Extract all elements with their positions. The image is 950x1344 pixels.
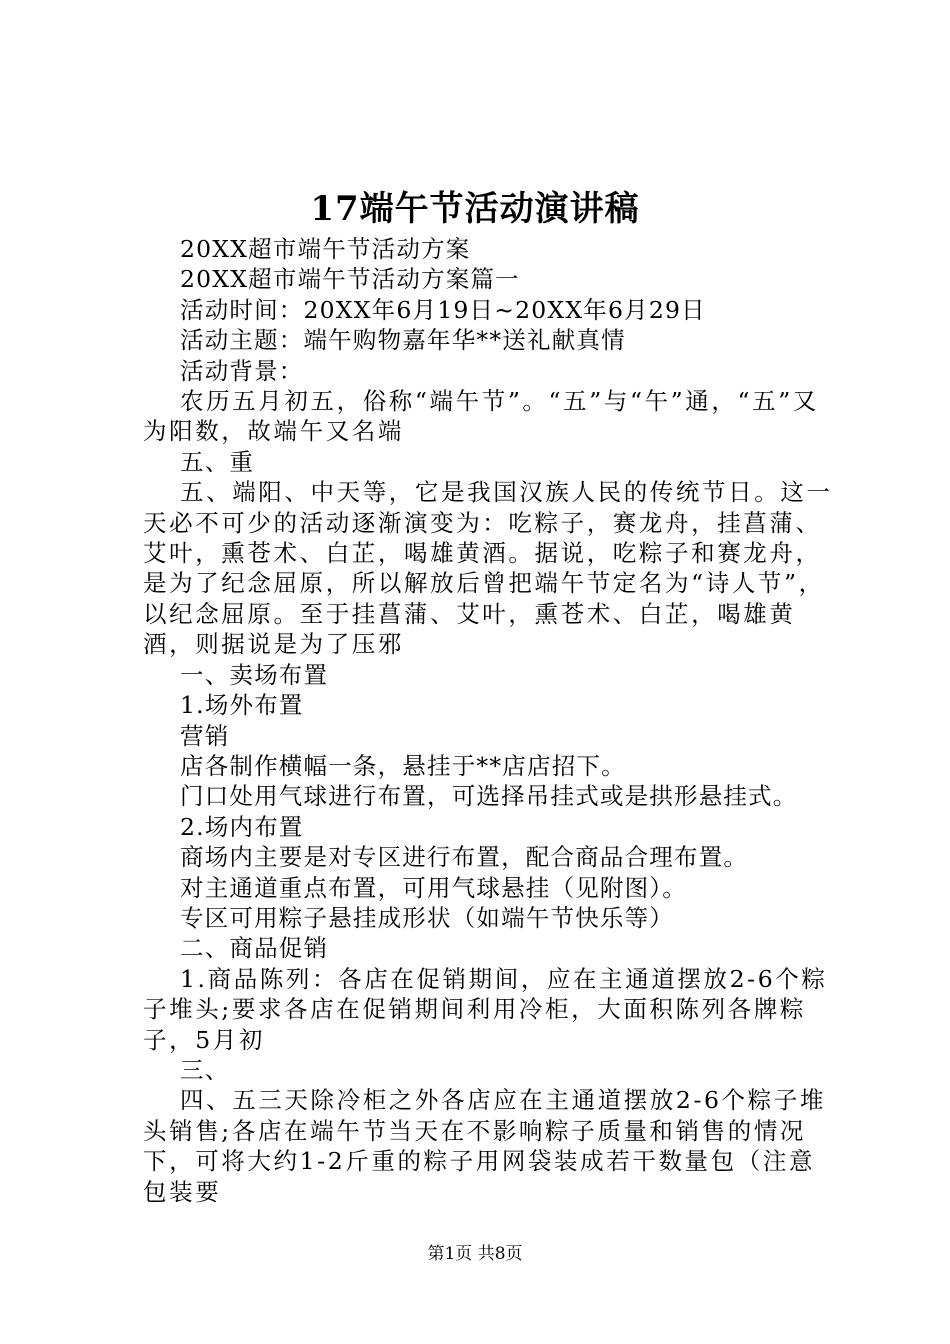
paragraph: 20XX超市端午节活动方案篇一 [180,265,520,294]
paragraph: 三、 [180,1055,230,1084]
paragraph: 对主通道重点布置，可用气球悬挂（见附图）。 [180,873,687,902]
paragraph: 1.场外布置 [180,691,304,720]
paragraph: 2.场内布置 [180,812,304,841]
paragraph: 商场内主要是对专区进行布置，配合商品合理布置。 [180,843,749,872]
paragraph: 营销 [180,721,230,750]
paragraph: 店各制作横幅一条，悬挂于**店店招下。 [180,751,626,780]
paragraph: 活动背景： [180,356,304,385]
paragraph: 五、重 [180,447,255,476]
paragraph: 农历五月初五，俗称“端午节”。“五”与“午”通，“五”又为阳数，故端午又名端 [143,387,819,446]
paragraph: 四、五三天除冷柜之外各店应在主通道摆放2-6个粽子堆头销售;各店在端午节当天在不影响粽子质量和销售的情况下，可将大约1-2斤重的粽子用网袋装成若干数量包（注意包装要 [143,1086,826,1206]
paragraph: 门口处用气球进行布置，可选择吊挂式或是拱形悬挂式。 [180,782,798,811]
document-title: 17端午节活动演讲稿 [310,189,640,229]
paragraph: 一、卖场布置 [180,660,329,689]
paragraph: 活动时间：20XX年6月19日~20XX年6月29日 [180,295,706,324]
paragraph: 专区可用粽子悬挂成形状（如端午节快乐等） [180,903,674,932]
paragraph: 1.商品陈列：各店在促销期间，应在主通道摆放2-6个粽子堆头;要求各店在促销期间利用冷柜，大面积陈列各牌粽子，5月初 [143,964,828,1054]
paragraph: 活动主题：端午购物嘉年华**送礼献真情 [180,326,626,355]
document-body [143,234,833,1207]
page-footer: 第1页 共8页 [427,1244,523,1264]
paragraph: 五、端阳、中天等，它是我国汉族人民的传统节日。这一天必不可少的活动逐渐演变为：吃粽子，赛龙舟，挂菖蒲、艾叶，熏苍术、白芷，喝雄黄酒。据说，吃粽子和赛龙舟，是为了纪念屈原，所以解放后曾把端午节定名为“诗人节”，以纪念屈原。至于挂菖蒲、艾叶，熏苍术、白芷，喝雄黄酒，则据说是为了压邪 [143,478,833,659]
paragraph: 20XX超市端午节活动方案 [180,235,471,263]
paragraph: 二、商品促销 [180,934,329,963]
